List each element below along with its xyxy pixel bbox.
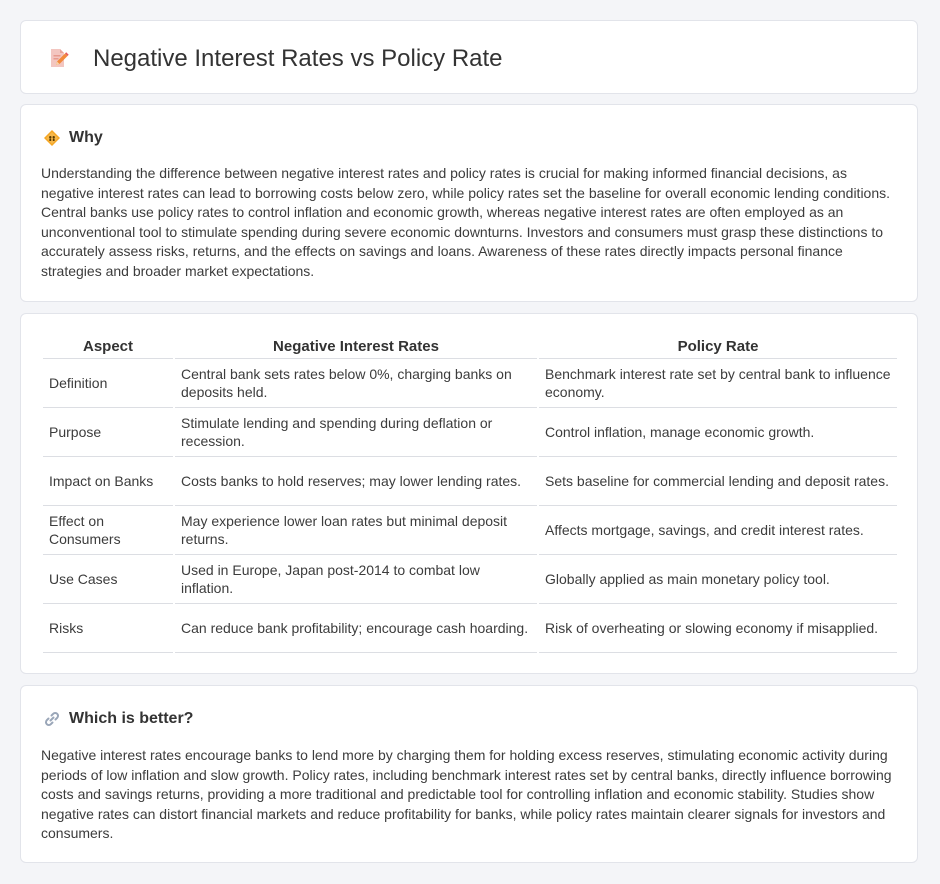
better-text: Negative interest rates encourage banks to lend more by charging them for holding excess reserves, stimulating economic activity during periods of low inflation and slow growth. Policy rates, including benchmark interest rates set by central banks, directly influence borrowing costs and savings returns, providing a more traditional and predictable tool for controlling inflation and economic stability. Studies show negative rates can distort financial markets and reduce profitability for banks, while policy rates maintain clearer signals for investors and consumers. (41, 747, 892, 841)
table-cell: Control inflation, manage economic growth. (539, 408, 897, 457)
table-row (43, 506, 897, 555)
title-card (20, 20, 918, 94)
table-cell: Costs banks to hold reserves; may lower lending rates. (175, 457, 537, 506)
table-cell: Stimulate lending and spending during deflation or recession. (175, 408, 537, 457)
table-cell: Can reduce bank profitability; encourage cash hoarding. (175, 604, 537, 653)
comparison-card (20, 313, 918, 674)
link-icon (43, 710, 61, 728)
table-cell-aspect: Purpose (43, 408, 173, 457)
document-pencil-icon (47, 47, 69, 69)
table-row (43, 555, 897, 604)
why-heading: Why (69, 129, 103, 146)
table-row (43, 408, 897, 457)
which-is-better-section (20, 685, 918, 863)
table-cell-aspect: Effect on Consumers (43, 506, 173, 555)
column-header-aspect: Aspect (43, 335, 173, 359)
comparison-table (41, 335, 899, 653)
table-cell-aspect: Definition (43, 359, 173, 408)
why-heading-row (43, 127, 103, 149)
why-section (20, 104, 918, 302)
column-header-negative-rates: Negative Interest Rates (175, 335, 537, 359)
table-cell: Globally applied as main monetary policy tool. (539, 555, 897, 604)
table-row (43, 604, 897, 653)
table-header-row (43, 335, 897, 359)
why-text: Understanding the difference between negative interest rates and policy rates is crucial for making informed financial decisions, as negative interest rates can lead to borrowing costs below zero, while policy rates set the baseline for overall economic lending conditions. Central banks use policy rates to control inflation and economic growth, whereas negative interest rates are often employed as an unconventional tool to stimulate spending during severe economic downturns. Investors and consumers must grasp these distinctions to accurately assess risks, returns, and the effects on savings and loans. Awareness of these rates directly impacts personal finance strategies and broader market expectations. (41, 165, 891, 279)
table-cell: May experience lower loan rates but minimal deposit returns. (175, 506, 537, 555)
table-cell: Benchmark interest rate set by central bank to influence economy. (539, 359, 897, 408)
table-cell-aspect: Use Cases (43, 555, 173, 604)
page-title: Negative Interest Rates vs Policy Rate (93, 45, 503, 72)
table-row (43, 457, 897, 506)
table-cell: Affects mortgage, savings, and credit interest rates. (539, 506, 897, 555)
table-cell: Central bank sets rates below 0%, charging banks on deposits held. (175, 359, 537, 408)
table-cell: Risk of overheating or slowing economy if misapplied. (539, 604, 897, 653)
table-cell: Used in Europe, Japan post-2014 to combat low inflation. (175, 555, 537, 604)
table-row (43, 359, 897, 408)
better-heading-row (43, 708, 193, 730)
diamond-sign-icon (43, 129, 61, 147)
table-cell-aspect: Impact on Banks (43, 457, 173, 506)
column-header-policy-rate: Policy Rate (539, 335, 897, 359)
table-cell-aspect: Risks (43, 604, 173, 653)
table-cell: Sets baseline for commercial lending and deposit rates. (539, 457, 897, 506)
better-heading: Which is better? (69, 710, 194, 727)
